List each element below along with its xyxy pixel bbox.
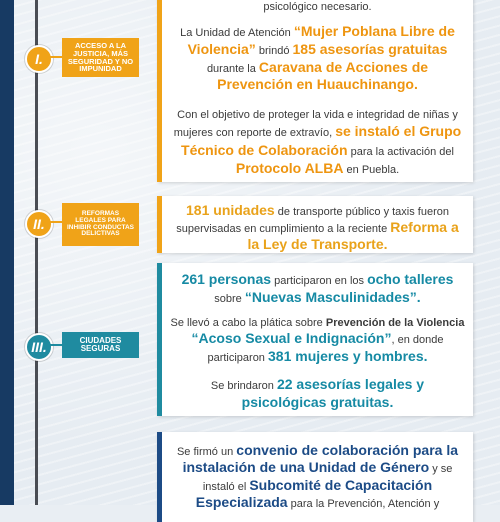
card-convenio (157, 432, 473, 522)
card1-paragraph-2: Con el objetivo de proteger la vida e integridad de niñas y mujeres con reporte de extravío, se instaló el Grupo Técnico de Colaboración para la activación del Protocolo ALBA en Puebla. (173, 109, 462, 176)
section-3-label: CIUDADES SEGURAS (62, 332, 139, 358)
section-1-connector (49, 56, 62, 58)
card3-paragraph-2: Se llevó a cabo la plática sobre Prevención de la Violencia “Acoso Sexual e Indignación”, en donde participaron 381 mujeres y hombres. (170, 316, 465, 364)
section-3-connector (49, 344, 62, 346)
section-1-number-badge (25, 45, 53, 73)
section-3-number-badge (25, 333, 53, 361)
card-acceso-justicia (157, 0, 473, 182)
section-3-numeral: III. (31, 339, 47, 355)
left-edge-bar (0, 0, 14, 505)
card-ciudades-seguras (157, 263, 473, 416)
card4-paragraph: Se firmó un convenio de colaboración para la instalación de una Unidad de Género y se instaló el Subcomité de Capacitación Especializada para la Prevención, Atención y (176, 442, 459, 511)
timeline-line (35, 0, 38, 505)
card1-paragraph-1: La Unidad de Atención “Mujer Poblana Libre de Violencia” brindó 185 asesorías gratuitas durante la Caravana de Acciones de Prevención en Huauchinango. (180, 23, 455, 93)
section-2-number-badge (25, 210, 53, 238)
section-2-connector (49, 221, 62, 223)
section-1-numeral: I. (35, 51, 43, 67)
section-1-label: ACCESO A LA JUSTICIA, MÁS SEGURIDAD Y NO IMPUNIDAD (62, 38, 139, 77)
card3-paragraph-3: Se brindaron 22 asesorías legales y psicológicas gratuitas. (210, 375, 425, 410)
section-2-label: REFORMAS LEGALES PARA INHIBIR CONDUCTAS DELICTIVAS (62, 203, 139, 246)
section-2-numeral: II. (33, 216, 45, 232)
card-reformas-legales (157, 196, 473, 253)
card2-paragraph: 181 unidades de transporte público y taxis fueron supervisadas en cumplimiento a la reciente Reforma a la Ley de Transporte. (176, 202, 459, 253)
card1-fragment: psicológico necesario. (263, 1, 372, 13)
card3-paragraph-1: 261 personas participaron en los ocho talleres sobre “Nuevas Masculinidades”. (181, 271, 454, 305)
